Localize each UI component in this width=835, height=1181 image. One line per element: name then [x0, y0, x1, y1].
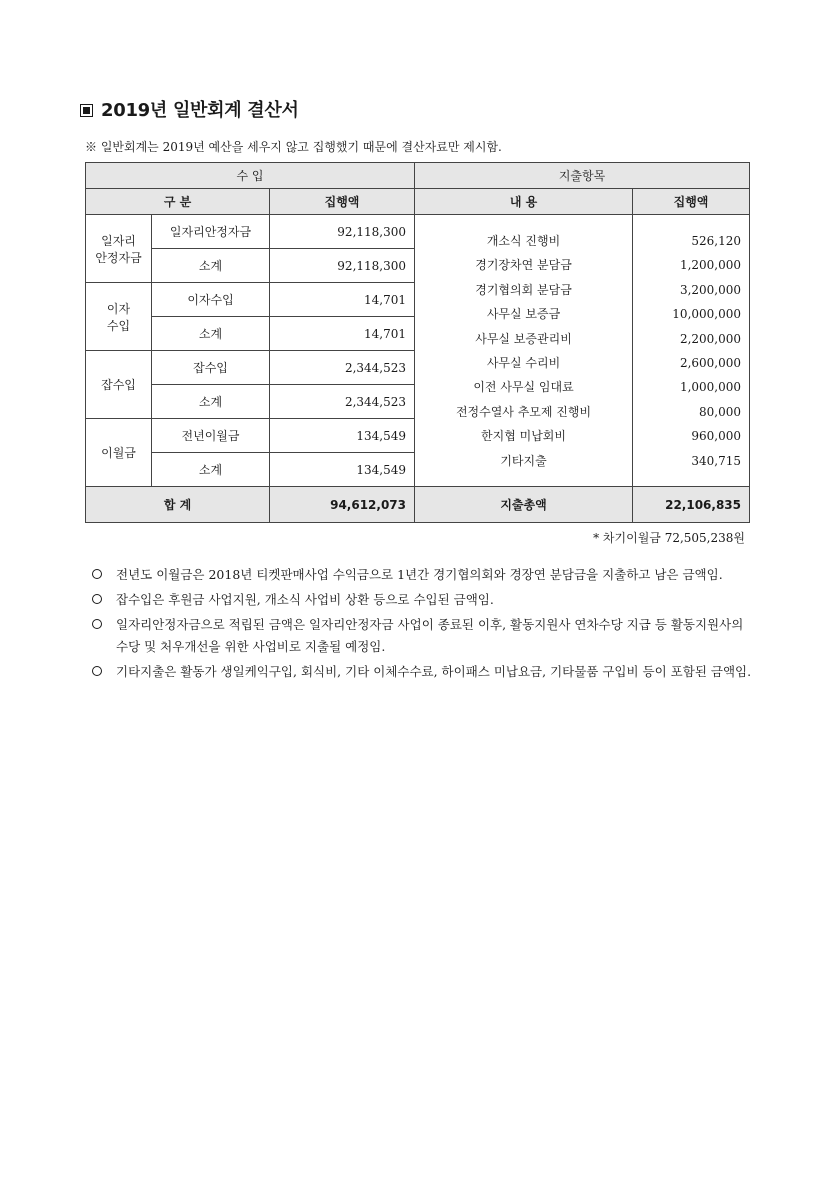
content-header: 내 용	[415, 189, 633, 215]
list-item	[92, 564, 752, 586]
expense-item: 이전 사무실 임대료	[473, 380, 574, 395]
list-item-text: 전년도 이월금은 2018년 티켓판매사업 수익금으로 1년간 경기협의회와 경장연 분담금을 지출하고 남은 금액임.	[116, 567, 723, 582]
subtotal-label: 소계	[152, 385, 270, 419]
filled-square-icon	[80, 104, 93, 117]
group-label: 일자리 안정자금	[95, 233, 142, 265]
expense-amount: 10,000,000	[672, 307, 742, 322]
subtotal-amount: 14,701	[270, 317, 415, 351]
executed-header-expense: 집행액	[633, 189, 750, 215]
expense-item: 전정수열사 추모제 진행비	[455, 404, 592, 419]
income-amount: 134,549	[270, 419, 415, 453]
subtotal-label: 소계	[152, 317, 270, 351]
income-item: 일자리안정자금	[152, 215, 270, 249]
subtotal-amount: 2,344,523	[270, 385, 415, 419]
circle-bullet-icon	[92, 666, 102, 676]
expense-amount: 1,000,000	[679, 380, 742, 395]
note-text: ※ 일반회계는 2019년 예산을 세우지 않고 집행했기 때문에 결산자료만 제시함.	[85, 140, 502, 154]
notes-list	[92, 564, 752, 686]
income-group	[86, 215, 152, 283]
expense-amount: 2,200,000	[679, 331, 742, 346]
expense-item: 사무실 보증관리비	[475, 331, 572, 346]
expense-item: 경기장차연 분담금	[475, 258, 572, 273]
expense-amount: 3,200,000	[679, 282, 742, 297]
expense-item: 기타지출	[500, 453, 547, 468]
income-group	[86, 283, 152, 351]
income-header: 수 입	[86, 163, 415, 189]
income-group	[86, 419, 152, 487]
circle-bullet-icon	[92, 619, 102, 629]
expense-amount: 2,600,000	[679, 355, 742, 370]
circle-bullet-icon	[92, 569, 102, 579]
income-item: 전년이월금	[152, 419, 270, 453]
expense-amounts	[633, 215, 750, 487]
executed-header: 집행액	[270, 189, 415, 215]
circle-bullet-icon	[92, 594, 102, 604]
expense-item: 경기협의회 분담금	[475, 282, 572, 297]
list-item	[92, 589, 752, 611]
total-expense-label: 지출총액	[415, 487, 633, 523]
division-header: 구 분	[86, 189, 270, 215]
subtotal-amount: 134,549	[270, 453, 415, 487]
list-item	[92, 661, 752, 683]
income-item: 잡수입	[152, 351, 270, 385]
expense-item: 사무실 수리비	[486, 355, 561, 370]
list-item-text: 잡수입은 후원금 사업지원, 개소식 사업비 상환 등으로 수입된 금액임.	[116, 592, 494, 607]
total-income: 94,612,073	[270, 487, 415, 523]
income-group	[86, 351, 152, 419]
expense-item: 사무실 보증금	[486, 307, 561, 322]
carry-over-note: * 차기이월금 72,505,238원	[593, 531, 745, 545]
expense-header: 지출항목	[415, 163, 750, 189]
page-title	[80, 96, 299, 122]
list-item	[92, 614, 752, 658]
subtotal-amount: 92,118,300	[270, 249, 415, 283]
expense-item: 한지협 미납회비	[481, 429, 566, 444]
subtotal-label: 소계	[152, 453, 270, 487]
group-label: 이자 수입	[106, 301, 131, 333]
income-item: 이자수입	[152, 283, 270, 317]
page-title-text: 2019년 일반회계 결산서	[101, 100, 299, 121]
list-item-text: 일자리안정자금으로 적립된 금액은 일자리안정자금 사업이 종료된 이후, 활동지원사 연차수당 지급 등 활동지원사의 수당 및 처우개선을 위한 사업비로 지출될 예정임.	[116, 617, 744, 654]
settlement-table	[85, 162, 750, 523]
total-label: 합 계	[86, 487, 270, 523]
group-label: 잡수입	[101, 378, 136, 392]
expense-amount: 1,200,000	[679, 258, 742, 273]
expense-amount: 960,000	[691, 429, 742, 444]
expense-amount: 80,000	[699, 404, 742, 419]
income-amount: 92,118,300	[270, 215, 415, 249]
expense-amount: 526,120	[691, 234, 742, 248]
expense-amount: 340,715	[691, 453, 742, 468]
group-label: 이월금	[101, 446, 136, 460]
list-item-text: 기타지출은 활동가 생일케익구입, 회식비, 기타 이체수수료, 하이패스 미납요금, 기타물품 구입비 등이 포함된 금액임.	[116, 664, 752, 679]
subtotal-label: 소계	[152, 249, 270, 283]
total-expense: 22,106,835	[633, 487, 750, 523]
expense-item: 개소식 진행비	[486, 234, 561, 248]
expense-items	[415, 215, 633, 487]
income-amount: 14,701	[270, 283, 415, 317]
income-amount: 2,344,523	[270, 351, 415, 385]
